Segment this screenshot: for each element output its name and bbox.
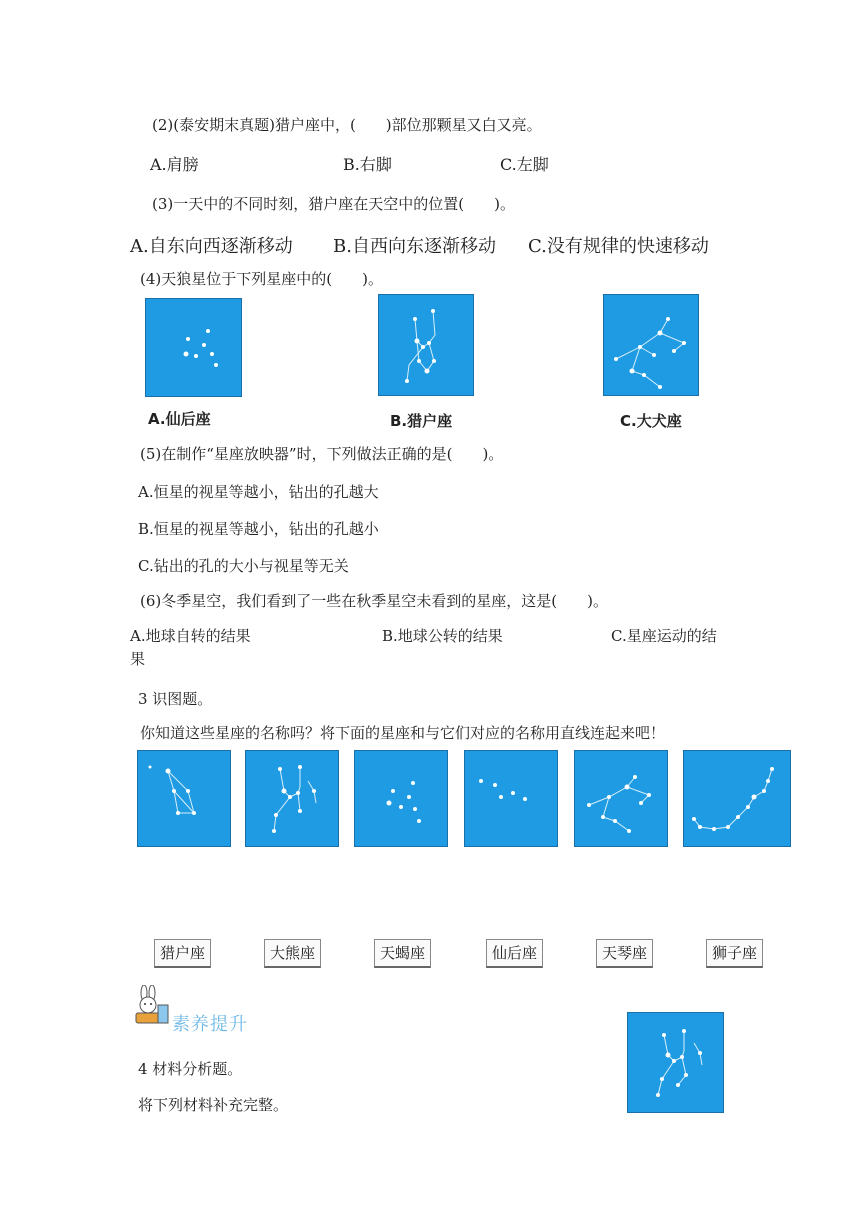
q6-option-c-wrap: 果 [130,650,146,668]
q6-stem: (6)冬季星空，我们看到了一些在秋季星空未看到的星座，这是( )。 [140,592,608,610]
q3-option-b: B.自西向东逐渐移动 [333,236,496,257]
name-box-3: 天蝎座 [374,939,431,968]
constellation-image-orion [378,294,474,396]
q3-option-a: A.自东向西逐渐移动 [130,236,293,257]
q4-caption-b: B.猎户座 [390,412,453,430]
q5-stem: (5)在制作“星座放映器”时，下列做法正确的是( )。 [140,445,504,463]
q4-stem: (4)天狼星位于下列星座中的( )。 [140,270,383,288]
q2-stem: (2)(泰安期末真题)猎户座中，( )部位那颗星又白又亮。 [152,116,542,134]
section4-title: 4 材料分析题。 [138,1060,243,1078]
q6-option-c: C.星座运动的结 [611,627,717,645]
constellation-image-1 [137,750,231,847]
q5-option-c: C.钻出的孔的大小与视星等无关 [138,557,349,575]
constellation-image-6 [683,750,791,847]
name-box-1: 猎户座 [154,939,211,968]
section4-instruction: 将下列材料补充完整。 [138,1096,289,1114]
q3-option-c: C.没有规律的快速移动 [528,236,709,257]
name-box-6: 狮子座 [706,939,763,968]
section3-instruction: 你知道这些星座的名称吗？将下面的星座和与它们对应的名称用直线连起来吧！ [140,724,666,742]
constellation-image-section4 [627,1012,724,1113]
name-box-5: 天琴座 [596,939,653,968]
constellation-image-2 [245,750,339,847]
q3-stem: (3)一天中的不同时刻，猎户座在天空中的位置( )。 [152,195,515,213]
constellation-image-4 [464,750,558,847]
name-box-2: 大熊座 [264,939,321,968]
q4-caption-a: A.仙后座 [148,410,211,428]
q2-option-a: A.肩膀 [150,155,199,174]
q2-option-c: C.左脚 [500,155,549,174]
rabbit-mascot-icon [130,985,170,1027]
name-box-4: 仙后座 [486,939,543,968]
q5-option-b: B.恒星的视星等越小，钻出的孔越小 [138,520,379,538]
constellation-image-3 [354,750,448,847]
q6-option-b: B.地球公转的结果 [382,627,503,645]
q6-option-a: A.地球自转的结果 [130,627,251,645]
constellation-image-cassiopeia [145,298,242,397]
q5-option-a: A.恒星的视星等越小，钻出的孔越大 [138,483,379,501]
constellation-image-5 [574,750,668,847]
q2-option-b: B.右脚 [343,155,392,174]
q4-caption-c: C.大犬座 [620,412,682,430]
section-header-title: 素养提升 [172,1014,248,1035]
constellation-image-canis-major [603,294,699,396]
section3-title: 3 识图题。 [138,690,213,708]
